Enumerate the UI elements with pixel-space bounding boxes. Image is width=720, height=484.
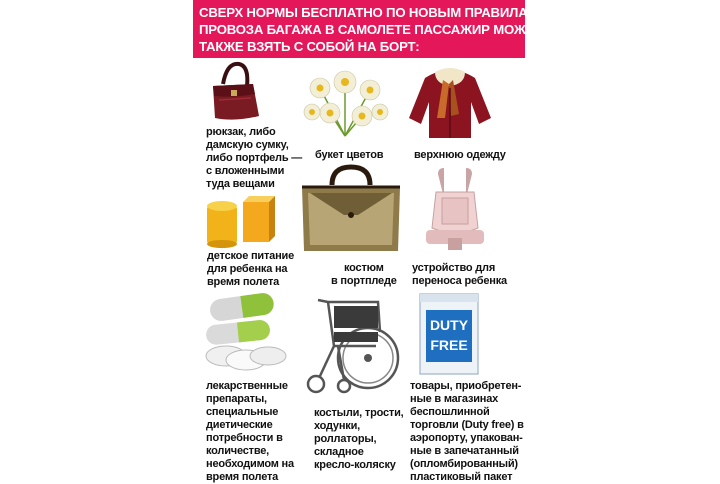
caption-line: верхнюю одежду	[414, 149, 506, 161]
caption-line: костюм	[344, 262, 384, 274]
caption-line: ходунки,	[314, 420, 361, 432]
caption-food	[207, 250, 294, 289]
caption-carrier	[412, 262, 507, 288]
duty-free-label-top: DUTY	[429, 317, 469, 333]
caption-line: диетические	[206, 419, 273, 431]
caption-line: детское питание	[207, 250, 295, 262]
caption-line: в портпледе	[331, 275, 397, 287]
header-banner	[193, 0, 543, 58]
caption-line: либо портфель —	[206, 152, 303, 164]
caption-line: торговли (Duty free) в	[410, 419, 524, 431]
caption-line: букет цветов	[315, 149, 384, 161]
baby-food-icon	[205, 196, 275, 248]
caption-line: дамскую сумку,	[206, 139, 289, 151]
caption-wheelchair	[314, 407, 404, 472]
caption-line: препараты,	[206, 393, 267, 405]
caption-line: лекарственные	[206, 380, 288, 392]
flower-bouquet-icon	[300, 68, 390, 138]
caption-line: костыли, трости,	[314, 407, 404, 419]
caption-line: потребности в	[206, 432, 283, 444]
caption-line: роллаторы,	[314, 433, 377, 445]
duty-free-label-bottom: FREE	[430, 337, 468, 353]
caption-line: время полета	[206, 471, 279, 483]
handbag-icon	[205, 60, 265, 122]
caption-line: пластиковый пакет	[410, 471, 513, 483]
caption-line: для ребенка на	[207, 263, 288, 275]
baby-carrier-icon	[422, 168, 488, 252]
caption-pills	[206, 380, 294, 484]
header-line: СВЕРХ НОРМЫ БЕСПЛАТНО ПО НОВЫМ ПРАВИЛАМ	[199, 5, 539, 20]
caption-line: количестве,	[206, 445, 270, 457]
caption-line: товары, приобретен-	[410, 380, 522, 392]
caption-line: время полета	[207, 276, 280, 288]
coat-icon	[405, 58, 495, 142]
caption-line: необходимом на	[206, 458, 294, 470]
caption-line: беспошлинной	[410, 406, 490, 418]
caption-line: устройство для	[412, 262, 496, 274]
caption-line: аэропорту, упакован-	[410, 432, 523, 444]
header-line: ПРОВОЗА БАГАЖА В САМОЛЕТЕ ПАССАЖИР МОЖЕТ	[199, 22, 543, 37]
pills-icon	[202, 290, 288, 372]
duty-free-bag-icon	[418, 292, 480, 376]
wheelchair-icon	[298, 292, 404, 396]
caption-line: специальные	[206, 406, 279, 418]
caption-line: туда вещами	[206, 178, 275, 190]
garment-bag-icon	[298, 163, 404, 255]
caption-suit	[331, 262, 397, 288]
caption-line: с вложенными	[206, 165, 285, 177]
caption-line: складное	[314, 446, 364, 458]
caption-line: кресло-коляску	[314, 459, 396, 471]
caption-line: переноса ребенка	[412, 275, 507, 287]
caption-flowers	[315, 149, 383, 162]
caption-line: (опломбированный)	[410, 458, 518, 470]
caption-dutyfree	[410, 380, 524, 484]
caption-line: ные в запечатанный	[410, 445, 519, 457]
caption-coat	[414, 149, 506, 162]
caption-bag	[206, 126, 302, 191]
header-line: ТАКЖЕ ВЗЯТЬ С СОБОЙ НА БОРТ:	[199, 39, 420, 54]
caption-line: рюкзак, либо	[206, 126, 276, 138]
caption-line: ные в магазинах	[410, 393, 499, 405]
